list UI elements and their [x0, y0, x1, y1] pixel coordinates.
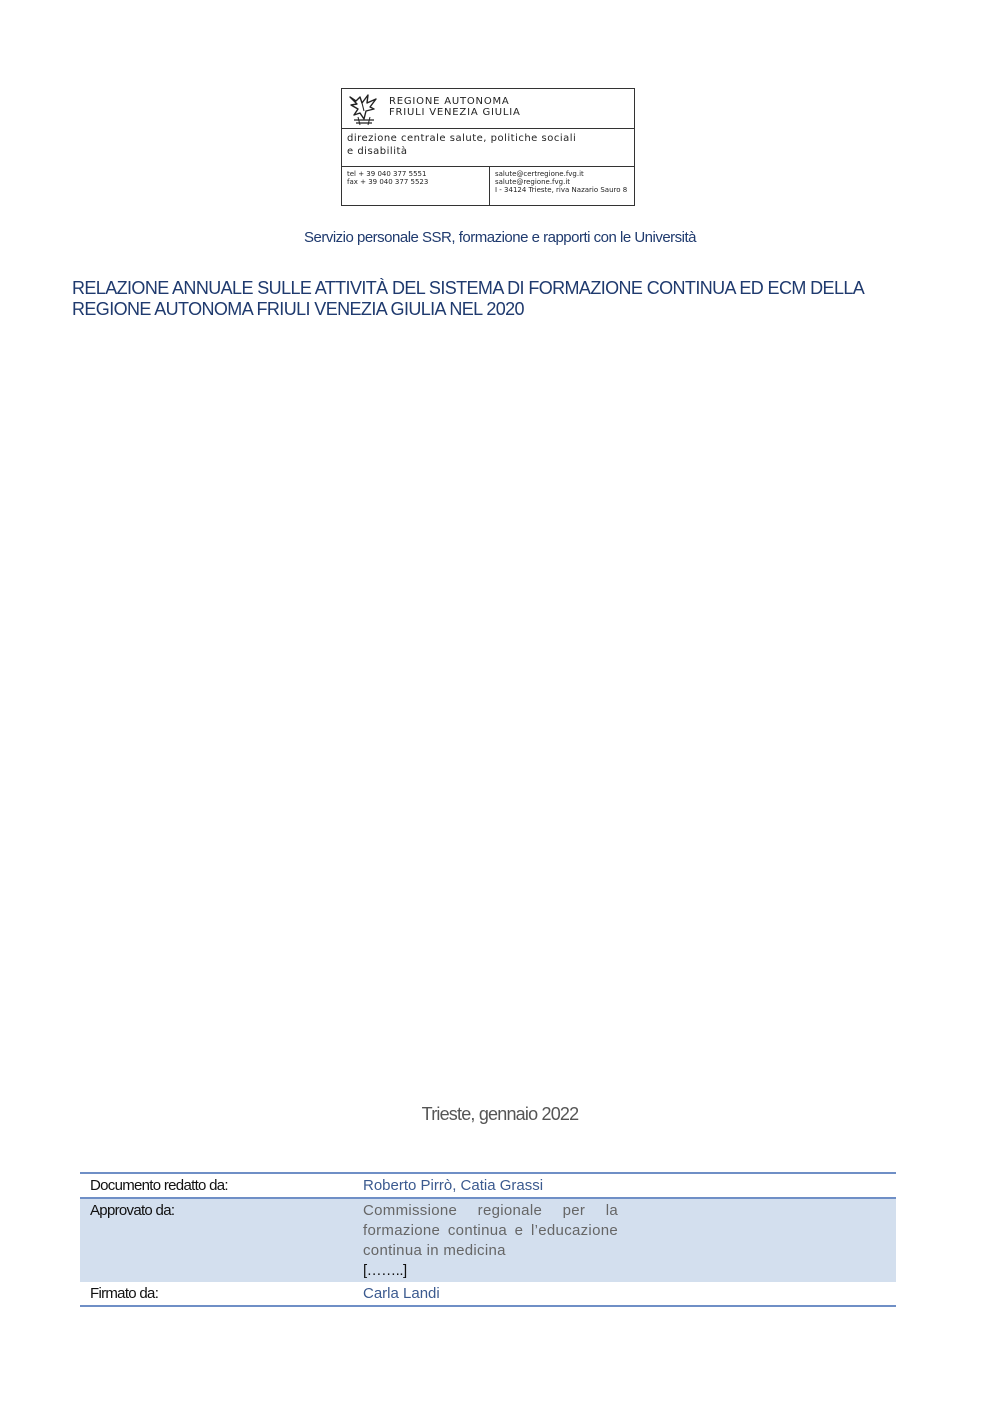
title-line-1: RELAZIONE ANNUALE SULLE ATTIVITÀ DEL SISTEMA DI FORMAZIONE CONTINUA ED ECM DELLA — [72, 278, 865, 298]
document-title — [72, 278, 952, 320]
approved-placeholder: [……..] — [363, 1262, 407, 1279]
address-column — [490, 167, 636, 205]
drafted-label: Documento redatto da: — [80, 1173, 353, 1198]
signed-value: Carla Landi — [353, 1282, 896, 1306]
table-row-drafted — [80, 1173, 896, 1198]
document-date: Trieste, gennaio 2022 — [421, 1104, 579, 1124]
fax-number: fax + 39 040 377 5523 — [347, 178, 429, 186]
email: salute@regione.fvg.it — [495, 178, 571, 186]
approved-cell — [353, 1198, 896, 1282]
approved-value: Commissione regionale per la formazione continua e l’educazione continua in medicina — [363, 1202, 618, 1259]
service-name: Servizio personale SSR, formazione e rapporti con le Università — [303, 229, 697, 246]
letterhead-header — [342, 89, 634, 129]
table-row-approved — [80, 1198, 896, 1282]
table-row-signed — [80, 1282, 896, 1306]
direction-line-2: e disabilità — [347, 146, 408, 157]
eagle-crest-icon — [346, 91, 382, 127]
region-line-2: FRIULI VENEZIA GIULIA — [389, 107, 521, 118]
letterhead-contacts — [342, 167, 634, 205]
region-line-1: REGIONE AUTONOMA — [389, 96, 510, 107]
approval-table — [80, 1172, 896, 1307]
phone-column — [342, 167, 490, 205]
letterhead-direction — [342, 129, 634, 167]
direction-line-1: direzione centrale salute, politiche sociali — [347, 133, 577, 144]
title-line-2: REGIONE AUTONOMA FRIULI VENEZIA GIULIA NEL 2020 — [72, 299, 524, 319]
tel-number: tel + 39 040 377 5551 — [347, 170, 427, 178]
cert-email: salute@certregione.fvg.it — [495, 170, 584, 178]
postal-address: I - 34124 Trieste, riva Nazario Sauro 8 — [495, 186, 628, 194]
region-name — [389, 96, 521, 118]
letterhead — [341, 88, 635, 206]
drafted-value: Roberto Pirrò, Catia Grassi — [353, 1173, 896, 1198]
approved-label: Approvato da: — [80, 1198, 353, 1282]
signed-label: Firmato da: — [80, 1282, 353, 1306]
